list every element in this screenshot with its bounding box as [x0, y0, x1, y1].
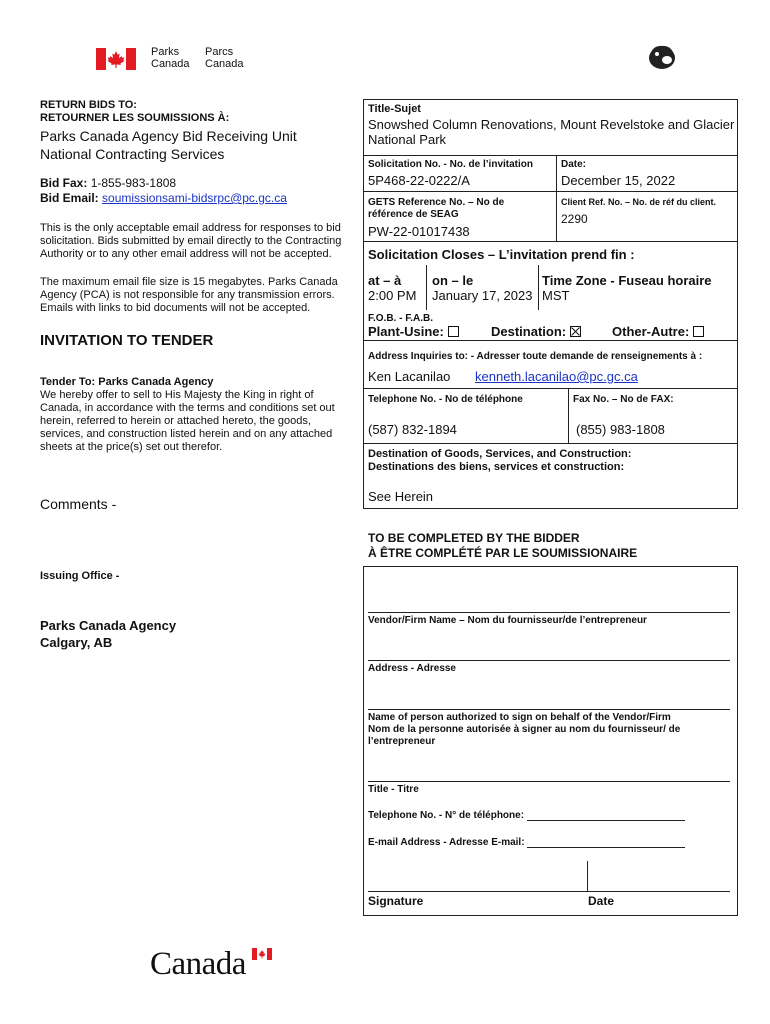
- solicitation-no-label: Solicitation No. - No. de l’invitation: [368, 159, 533, 170]
- bidder-heading-en: TO BE COMPLETED BY THE BIDDER: [368, 531, 580, 545]
- time-zone-label: Time Zone - Fuseau horaire: [542, 273, 712, 288]
- comments-label: Comments -: [40, 496, 117, 512]
- agency-name-en-1: Parks: [151, 46, 180, 58]
- project-title-line1: Snowshed Column Renovations, Mount Revelstoke and Glacier: [368, 117, 735, 132]
- title-line[interactable]: [368, 781, 730, 782]
- project-title-line2: National Park: [368, 132, 447, 147]
- canada-wordmark: [150, 944, 272, 984]
- signature-label: Signature: [368, 894, 424, 908]
- agency-name-en-2: Canada: [151, 58, 190, 70]
- bidder-telephone-field[interactable]: [527, 820, 685, 821]
- bidder-heading-fr: À ÊTRE COMPLÉTÉ PAR LE SOUMISSIONAIRE: [368, 546, 638, 560]
- agency-name-fr-2: Canada: [205, 58, 244, 70]
- fob-label: F.O.B. - F.A.B.: [368, 313, 433, 324]
- closing-time-label: at – à: [368, 273, 402, 288]
- agency-name-fr-1: Parcs: [205, 46, 234, 58]
- fob-other-checkbox[interactable]: [693, 326, 704, 337]
- bidder-email-label: E-mail Address - Adresse E-mail:: [368, 837, 525, 848]
- issuing-office-label: Issuing Office -: [40, 570, 120, 582]
- closing-time-value: 2:00 PM: [368, 288, 417, 303]
- telephone-value: (587) 832-1894: [368, 422, 457, 437]
- destination-value: See Herein: [368, 489, 434, 504]
- bid-email-link[interactable]: soumissionsami-bidsrpc@pc.gc.ca: [102, 191, 287, 205]
- gets-ref-label-1: GETS Reference No. – No de: [368, 197, 505, 208]
- authorized-person-label-3: l’entrepreneur: [368, 736, 436, 747]
- contact-name: Ken Lacanilao: [368, 369, 451, 384]
- bidder-email-field[interactable]: [527, 847, 685, 848]
- address-inquiries-label: Address Inquiries to: - Adresser toute demande de renseignements à :: [368, 351, 703, 362]
- invitation-to-tender-heading: INVITATION TO TENDER: [40, 332, 214, 349]
- canada-flag-icon: [96, 48, 136, 70]
- address-label: Address - Adresse: [368, 663, 456, 674]
- time-zone-value: MST: [542, 288, 570, 303]
- bid-fax-line: [40, 176, 287, 191]
- fob-destination-checkbox[interactable]: [570, 326, 581, 337]
- email-policy-paragraph: This is the only acceptable email address for responses to bid solicitation. Bids submitted by email directly to the Contracting Authority or to any other email address will not be accepted.: [40, 222, 342, 260]
- fob-destination-label: Destination:: [491, 324, 567, 339]
- authorized-person-label-2: Nom de la personne autorisée à signer au nom du fournisseur/ de: [368, 724, 681, 735]
- issuing-office-name: Parks Canada Agency: [40, 618, 177, 633]
- contact-email-link[interactable]: kenneth.lacanilao@pc.gc.ca: [475, 369, 638, 384]
- tender-statement: Tender To: Parks Canada Agency We hereby offer to sell to His Majesty the King in right of Canada, in accordance with the terms and conditions set out herein, referred to herein or attached hereto, the goods, services, and construction listed herein and on any attached sheets at the price(s) set out therefor.: [40, 376, 335, 453]
- signature-line[interactable]: [368, 891, 730, 892]
- client-ref-value: 2290: [561, 212, 588, 226]
- return-bids-label-en: RETURN BIDS TO:: [40, 99, 137, 111]
- parks-beaver-logo-icon: [646, 42, 678, 72]
- authorized-person-label-1: Name of person authorized to sign on behalf of the Vendor/Firm: [368, 712, 671, 723]
- vendor-name-line[interactable]: [368, 612, 730, 613]
- telephone-label: Telephone No. - No de téléphone: [368, 394, 523, 405]
- client-ref-label: Client Ref. No. – No. de réf du client.: [561, 197, 717, 207]
- fax-label: Fax No. – No de FAX:: [573, 394, 674, 405]
- fob-plant-checkbox[interactable]: [448, 326, 459, 337]
- issuing-office-city: Calgary, AB: [40, 635, 113, 650]
- solicitation-no-value: 5P468-22-0222/A: [368, 173, 470, 188]
- wordmark-flag-icon: [252, 948, 272, 960]
- destination-label-fr: Destinations des biens, services et construction:: [368, 461, 625, 473]
- date-value: December 15, 2022: [561, 173, 676, 188]
- solicitation-closes-label: Solicitation Closes – L’invitation prend fin :: [368, 247, 635, 262]
- bid-fax-value: 1-855-983-1808: [90, 176, 177, 190]
- tender-to: Tender To: Parks Canada Agency: [40, 376, 214, 388]
- authorized-person-line[interactable]: [368, 709, 730, 710]
- closing-date-value: January 17, 2023: [432, 288, 533, 303]
- contracting-services: National Contracting Services: [40, 146, 225, 162]
- gets-ref-value: PW-22-01017438: [368, 224, 470, 239]
- closing-date-label: on – le: [432, 273, 474, 288]
- canada-wordmark-text: Canada: [150, 946, 246, 982]
- title-label: Title-Sujet: [368, 103, 421, 115]
- fax-value: (855) 983-1808: [576, 422, 665, 437]
- gets-ref-label-2: référence de SEAG: [368, 209, 459, 220]
- address-line[interactable]: [368, 660, 730, 661]
- file-size-paragraph: The maximum email file size is 15 megabytes. Parks Canada Agency (PCA) is not responsible for any transmission errors. Emails with links to bid documents will not be accepted.: [40, 276, 338, 314]
- bid-email-line: [40, 191, 287, 206]
- date-label: Date:: [561, 159, 587, 170]
- vendor-name-label: Vendor/Firm Name – Nom du fournisseur/de l’entrepreneur: [368, 615, 647, 626]
- bidder-telephone-label: Telephone No. - N° de téléphone:: [368, 810, 525, 821]
- fob-other-label: Other-Autre:: [612, 324, 690, 339]
- parks-canada-signature: [96, 46, 256, 72]
- fob-plant-label: Plant-Usine:: [368, 324, 444, 339]
- bid-receiving-unit: Parks Canada Agency Bid Receiving Unit: [40, 128, 297, 144]
- bid-fax-label: Bid Fax:: [40, 176, 88, 190]
- return-bids-label-fr: RETOURNER LES SOUMISSIONS À:: [40, 112, 230, 124]
- destination-label-en: Destination of Goods, Services, and Construction:: [368, 448, 632, 460]
- bidder-title-label: Title - Titre: [368, 784, 419, 795]
- signature-date-label: Date: [588, 894, 615, 908]
- bid-email-label: Bid Email:: [40, 191, 99, 205]
